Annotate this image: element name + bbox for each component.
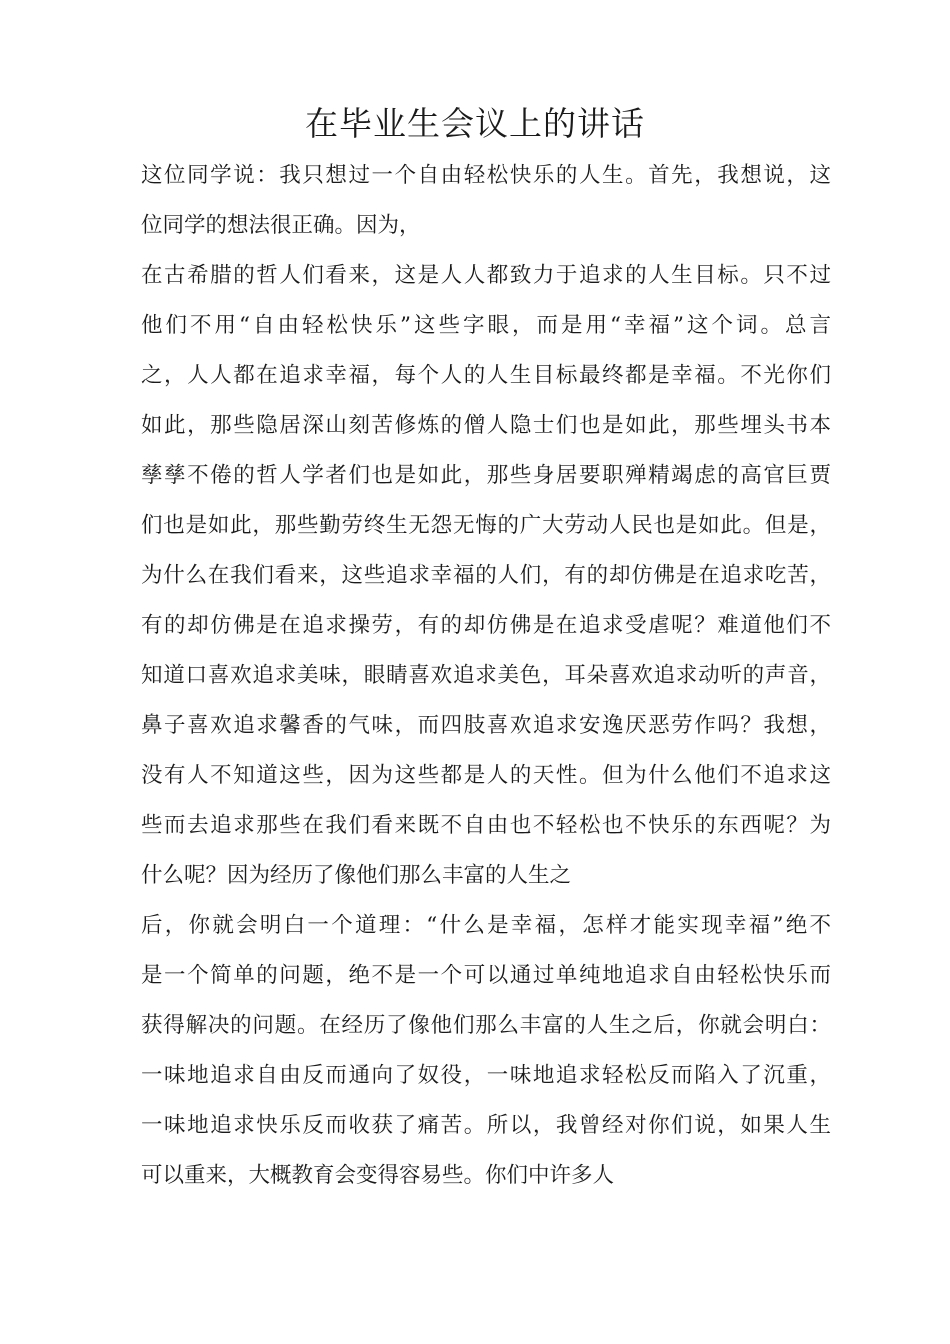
document-body <box>141 151 831 1201</box>
text-line: 一味地追求快乐反而收获了痛苦。所以，我曾经对你们说，如果人生 <box>141 1113 831 1138</box>
text-line: 有的却仿佛是在追求操劳，有的却仿佛是在追求受虐呢？难道他们不 <box>141 613 831 638</box>
text-line: 这位同学说：我只想过一个自由轻松快乐的人生。首先，我想说，这 <box>141 163 831 188</box>
text-line: 没有人不知道这些，因为这些都是人的天性。但为什么他们不追求这 <box>141 763 831 788</box>
text-line: 位同学的想法很正确。因为， <box>141 213 421 238</box>
text-line: 们也是如此，那些勤劳终生无怨无悔的广大劳动人民也是如此。但是， <box>141 513 831 538</box>
text-line: 之，人人都在追求幸福，每个人的人生目标最终都是幸福。不光你们 <box>141 363 831 388</box>
text-line: 孳孳不倦的哲人学者们也是如此，那些身居要职殚精竭虑的高官巨贾 <box>141 463 831 488</box>
text-line: 一味地追求自由反而通向了奴役，一味地追求轻松反而陷入了沉重， <box>141 1063 831 1088</box>
text-line: 些而去追求那些在我们看来既不自由也不轻松也不快乐的东西呢？为 <box>141 813 831 838</box>
text-line: 可以重来，大概教育会变得容易些。你们中许多人 <box>141 1163 615 1188</box>
text-line: 为什么在我们看来，这些追求幸福的人们，有的却仿佛是在追求吃苦， <box>141 563 831 588</box>
text-line: 如此，那些隐居深山刻苦修炼的僧人隐士们也是如此，那些埋头书本 <box>141 413 831 438</box>
text-line: 在古希腊的哲人们看来，这是人人都致力于追求的人生目标。只不过 <box>141 263 831 288</box>
document-title: 在毕业生会议上的讲话 <box>305 104 645 143</box>
text-line: 他们不用“自由轻松快乐”这些字眼，而是用“幸福”这个词。总言 <box>141 313 831 338</box>
text-line: 知道口喜欢追求美味，眼睛喜欢追求美色，耳朵喜欢追求动听的声音， <box>141 663 831 688</box>
text-line: 鼻子喜欢追求馨香的气味，而四肢喜欢追求安逸厌恶劳作吗？我想， <box>141 713 831 738</box>
text-line: 后，你就会明白一个道理：“什么是幸福，怎样才能实现幸福”绝不 <box>141 913 831 938</box>
text-line: 什么呢？因为经历了像他们那么丰富的人生之 <box>141 863 572 888</box>
text-line: 获得解决的问题。在经历了像他们那么丰富的人生之后，你就会明白： <box>141 1013 831 1038</box>
text-line: 是一个简单的问题，绝不是一个可以通过单纯地追求自由轻松快乐而 <box>141 963 831 988</box>
